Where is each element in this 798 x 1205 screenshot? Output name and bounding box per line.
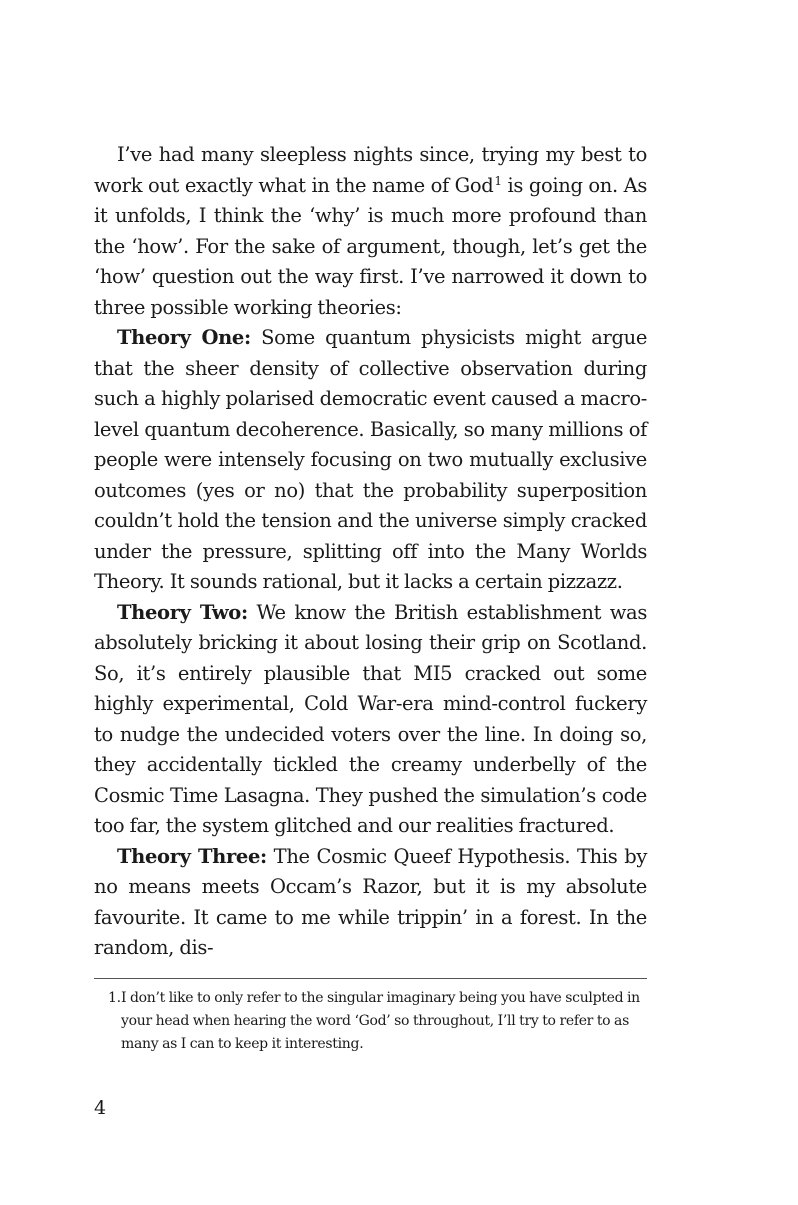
theory-three-text: The Cosmic Queef Hypothesis. This by no means meets Occam’s Razor, but it is my absolute favourite. It came to me while trippin’ in a forest. In the random, dis- xyxy=(94,844,647,959)
body-text xyxy=(94,140,647,964)
intro-text-after-ref: is going on. As it unfolds, I think the ‘why’ is much more profound than the ‘how’. For the sake of argument, though, let’s get the ‘how’ question out the way first. I’ve narrowed it down to three possible working theories: xyxy=(94,173,647,319)
footnote-divider xyxy=(94,978,647,979)
paragraph-theory-one xyxy=(94,323,647,598)
theory-one-label: Theory One: xyxy=(117,326,251,349)
theory-two-text: We know the British establishment was absolutely bricking it about losing their grip on Scotland. So, it’s entirely plausible that MI5 cracked out some highly experimental, Cold War-era mind-control fuckery to nudge the undecided voters over the line. In doing so, they accidentally tickled the creamy underbelly of the Cosmic Time Lasagna. They pushed the simulation’s code too far, the system glitched and our realities fractured. xyxy=(94,600,647,837)
footnote xyxy=(108,987,648,1056)
theory-three-label: Theory Three: xyxy=(117,844,267,868)
footnote-reference[interactable]: 1 xyxy=(494,173,502,188)
intro-text-before-ref: I’ve had many sleepless nights since, trying my best to work out exactly what in the name of God xyxy=(94,143,647,197)
page-number: 4 xyxy=(94,1097,107,1119)
footnote-text: I don’t like to only refer to the singular imaginary being you have sculpted in your head when hearing the word ‘God’ so throughout, I’ll try to refer to as many as I can to keep it interesting. xyxy=(121,990,640,1052)
footnote-number: 1. xyxy=(108,990,121,1006)
paragraph-intro xyxy=(94,140,647,323)
paragraph-theory-three xyxy=(94,842,647,964)
paragraph-theory-two xyxy=(94,598,647,842)
theory-one-text: Some quantum physicists might argue that the sheer density of collective observation during such a highly polarised democratic event caused a macro-level quantum decoherence. Basically, so many millions of people were intensely focusing on two mutually exclusive outcomes (yes or no) that the probability superposition couldn’t hold the tension and the universe simply cracked under the pressure, splitting off into the Many Worlds Theory. It sounds rational, but it lacks a certain pizzazz. xyxy=(94,326,648,593)
theory-two-label: Theory Two: xyxy=(117,600,248,624)
